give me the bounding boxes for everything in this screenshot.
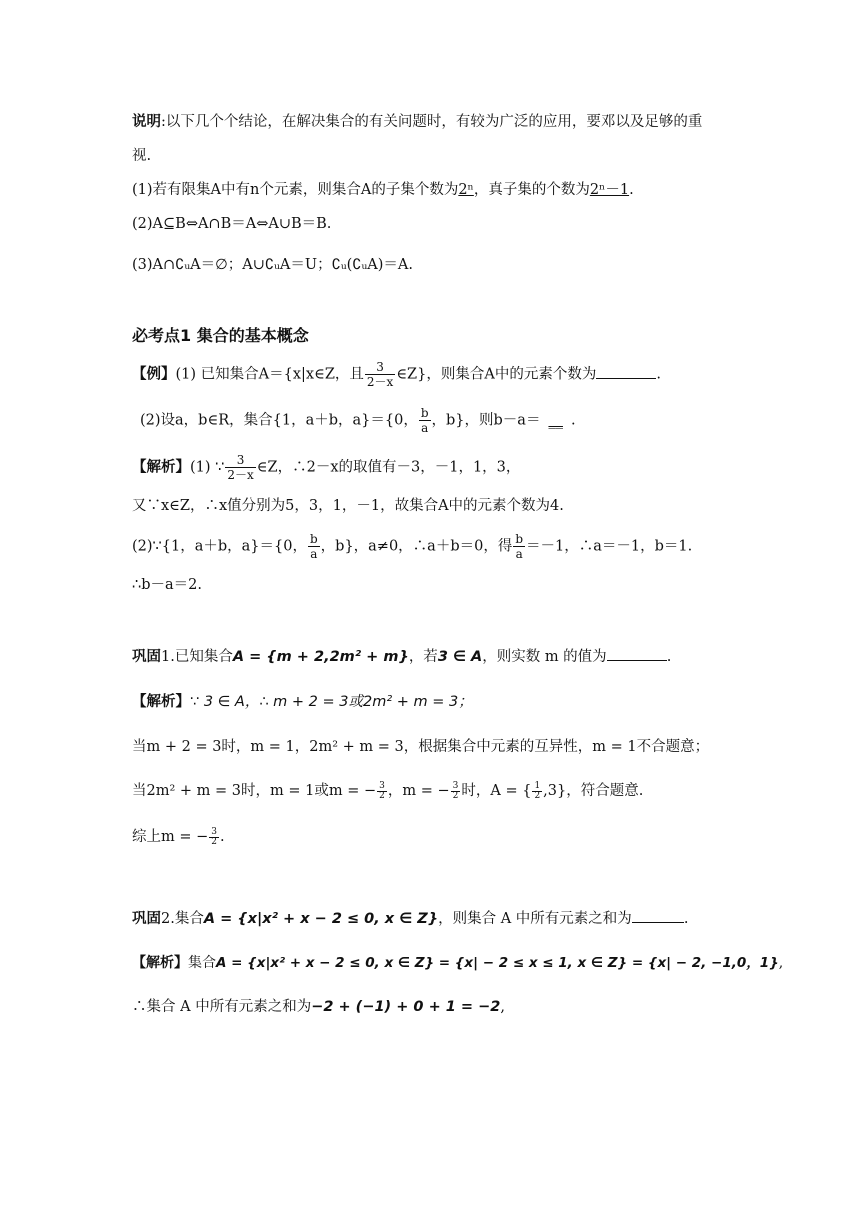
consolidate-2-solution-1: [132, 952, 783, 974]
solution-text-2: ∈Z，∴2－x的取值有－3，－1，1，3，: [256, 459, 521, 476]
note-item-1-answer-2: 2ⁿ－1: [589, 182, 630, 198]
fraction-numerator: 1: [534, 780, 541, 791]
fraction-denominator: 2: [452, 790, 459, 801]
solution-line-3: [132, 532, 692, 561]
consolidate-2-question: [132, 908, 688, 930]
example-q2-text: (2)设a，b∈R，集合{1，a＋b，a}＝{0，: [140, 412, 418, 429]
consolidate-1-solution-1: [132, 691, 473, 713]
consolidate-1-label: 巩固: [132, 648, 161, 665]
solution-text-2: ，b}，a≠0，∴a＋b＝0，得: [320, 538, 513, 555]
example-q2-fraction: [419, 406, 431, 435]
question-text-3: ，则实数 m 的值为: [482, 649, 607, 665]
fraction-numerator: b: [420, 406, 429, 420]
question-end: .: [666, 649, 672, 665]
note-item-1: [132, 179, 634, 201]
solution-line-1: [132, 453, 520, 482]
answer-blank: [596, 364, 656, 379]
fraction-numerator: 3: [211, 826, 218, 837]
answer-blank: [632, 908, 684, 923]
consolidate-1-solution-4: [132, 826, 225, 848]
solution-text: ∴集合 A 中所有元素之和为: [132, 999, 312, 1015]
note-item-3: (3)A∩∁ᵤA＝∅；A∪∁ᵤA＝U；∁ᵤ(∁ᵤA)＝A.: [132, 257, 413, 273]
solution-text-3: 时，A = {: [461, 783, 532, 799]
section-title: 必考点1 集合的基本概念: [132, 326, 309, 345]
fraction-numerator: 3: [452, 780, 459, 791]
fraction-numerator: b: [515, 532, 524, 546]
math-expression-2: 3 ∈ A: [437, 649, 483, 665]
solution-fraction-2: [513, 532, 525, 561]
note-item-1-end: .: [629, 182, 634, 198]
solution-text: 当2m² + m = 3时，m = 1或m = −: [132, 783, 377, 799]
note-item-2: (2)A⊆B⇔A∩B＝A⇔A∪B＝B.: [132, 216, 332, 232]
fraction-numerator: 3: [236, 453, 245, 467]
fraction-denominator: a: [419, 420, 431, 435]
solution-math: ∵ 3 ∈ A，∴ m + 2 = 3或2m² + m = 3；: [190, 694, 473, 710]
example-q1-fraction: [365, 360, 395, 389]
fraction-numerator: b: [309, 532, 318, 546]
note-item-1-text-2: ，真子集的个数为: [473, 182, 590, 198]
fraction-numerator: 3: [379, 780, 385, 791]
answer-blank: __: [548, 412, 563, 429]
note-line-2: 视.: [132, 148, 152, 164]
solution-text: (2)∵{1，a＋b，a}＝{0，: [132, 538, 307, 555]
math-expression: A = {m + 2,2m² + m}: [232, 649, 409, 665]
fraction-denominator: 2－x: [227, 468, 254, 482]
solution-math: A = {x|x² + x − 2 ≤ 0, x ∈ Z} = {x| − 2 ≤ x ≤ 1, x ∈ Z} = {x| − 2, −1,0，1}: [216, 955, 779, 971]
solution-end: ,: [500, 999, 505, 1015]
example-label: 【例】: [132, 365, 176, 383]
note-line-1: [132, 111, 702, 133]
example-q2-end: .: [570, 412, 576, 429]
consolidate-2-label: 巩固: [132, 910, 161, 927]
example-q1-end: .: [656, 366, 661, 383]
solution-text-4: ,3}，符合题意.: [543, 783, 644, 799]
solution-label: 【解析】: [132, 693, 190, 710]
solution-text-3: ＝－1，∴a＝－1，b＝1.: [526, 538, 693, 555]
question-text: 1.已知集合: [161, 649, 233, 665]
example-q2-text-2: ，b}，则b－a＝: [431, 412, 541, 429]
fraction-denominator: 2: [211, 836, 218, 847]
solution-end: ,: [778, 955, 784, 971]
note-label: 说明: [132, 113, 161, 130]
question-text-2: ，若: [408, 649, 438, 665]
fraction-denominator: 2－x: [366, 375, 394, 389]
solution-text: (1) ∵: [190, 459, 225, 476]
solution-label: 【解析】: [132, 955, 188, 971]
solution-line-2: 又∵x∈Z，∴x值分别为5，3，1，－1，故集合A中的元素个数为4.: [132, 498, 564, 514]
example-q1-text: (1) 已知集合A＝{x|x∈Z，且: [175, 366, 364, 383]
small-fraction: [209, 828, 219, 847]
solution-text: 集合: [188, 955, 216, 971]
consolidate-2-solution-2: [132, 996, 505, 1018]
solution-line-4: ∴b－a＝2.: [132, 577, 202, 593]
solution-math: −2 + (−1) + 0 + 1 = −2: [311, 999, 501, 1015]
fraction-numerator: 3: [376, 360, 384, 374]
question-end: .: [683, 911, 689, 927]
fraction-denominator: a: [513, 546, 525, 561]
fraction-denominator: 2: [379, 790, 385, 801]
example-q1-text-2: ∈Z}，则集合A中的元素个数为: [396, 366, 597, 383]
small-fraction: [451, 782, 461, 801]
solution-end: .: [220, 829, 225, 845]
example-q2: [140, 406, 576, 435]
question-text: 2.集合: [161, 911, 204, 927]
solution-fraction: [225, 453, 255, 482]
fraction-denominator: a: [308, 546, 320, 561]
consolidate-1-solution-3: [132, 780, 643, 802]
solution-text-2: ，m = −: [387, 783, 450, 799]
note-item-1-text: (1)若有限集A中有n个元素，则集合A的子集个数为: [132, 182, 459, 198]
solution-text: 综上m = −: [132, 829, 209, 845]
consolidate-1-solution-2: 当m + 2 = 3时，m = 1，2m² + m = 3，根据集合中元素的互异性，m = 1不合题意；: [132, 739, 710, 755]
small-fraction: [532, 782, 542, 801]
answer-blank: [607, 646, 667, 661]
solution-fraction: [308, 532, 320, 561]
consolidate-1-question: [132, 646, 671, 668]
math-expression: A = {x|x² + x − 2 ≤ 0, x ∈ Z}: [203, 911, 439, 927]
note-item-1-answer-1: 2ⁿ: [458, 182, 474, 198]
solution-label: 【解析】: [132, 458, 190, 476]
note-text: :以下几个个结论，在解决集合的有关问题时，有较为广泛的应用，要邓以及足够的重: [161, 114, 703, 130]
example-q1: [132, 360, 661, 389]
question-text-2: ，则集合 A 中所有元素之和为: [438, 911, 632, 927]
fraction-denominator: 2: [534, 790, 541, 801]
small-fraction: [377, 782, 387, 801]
